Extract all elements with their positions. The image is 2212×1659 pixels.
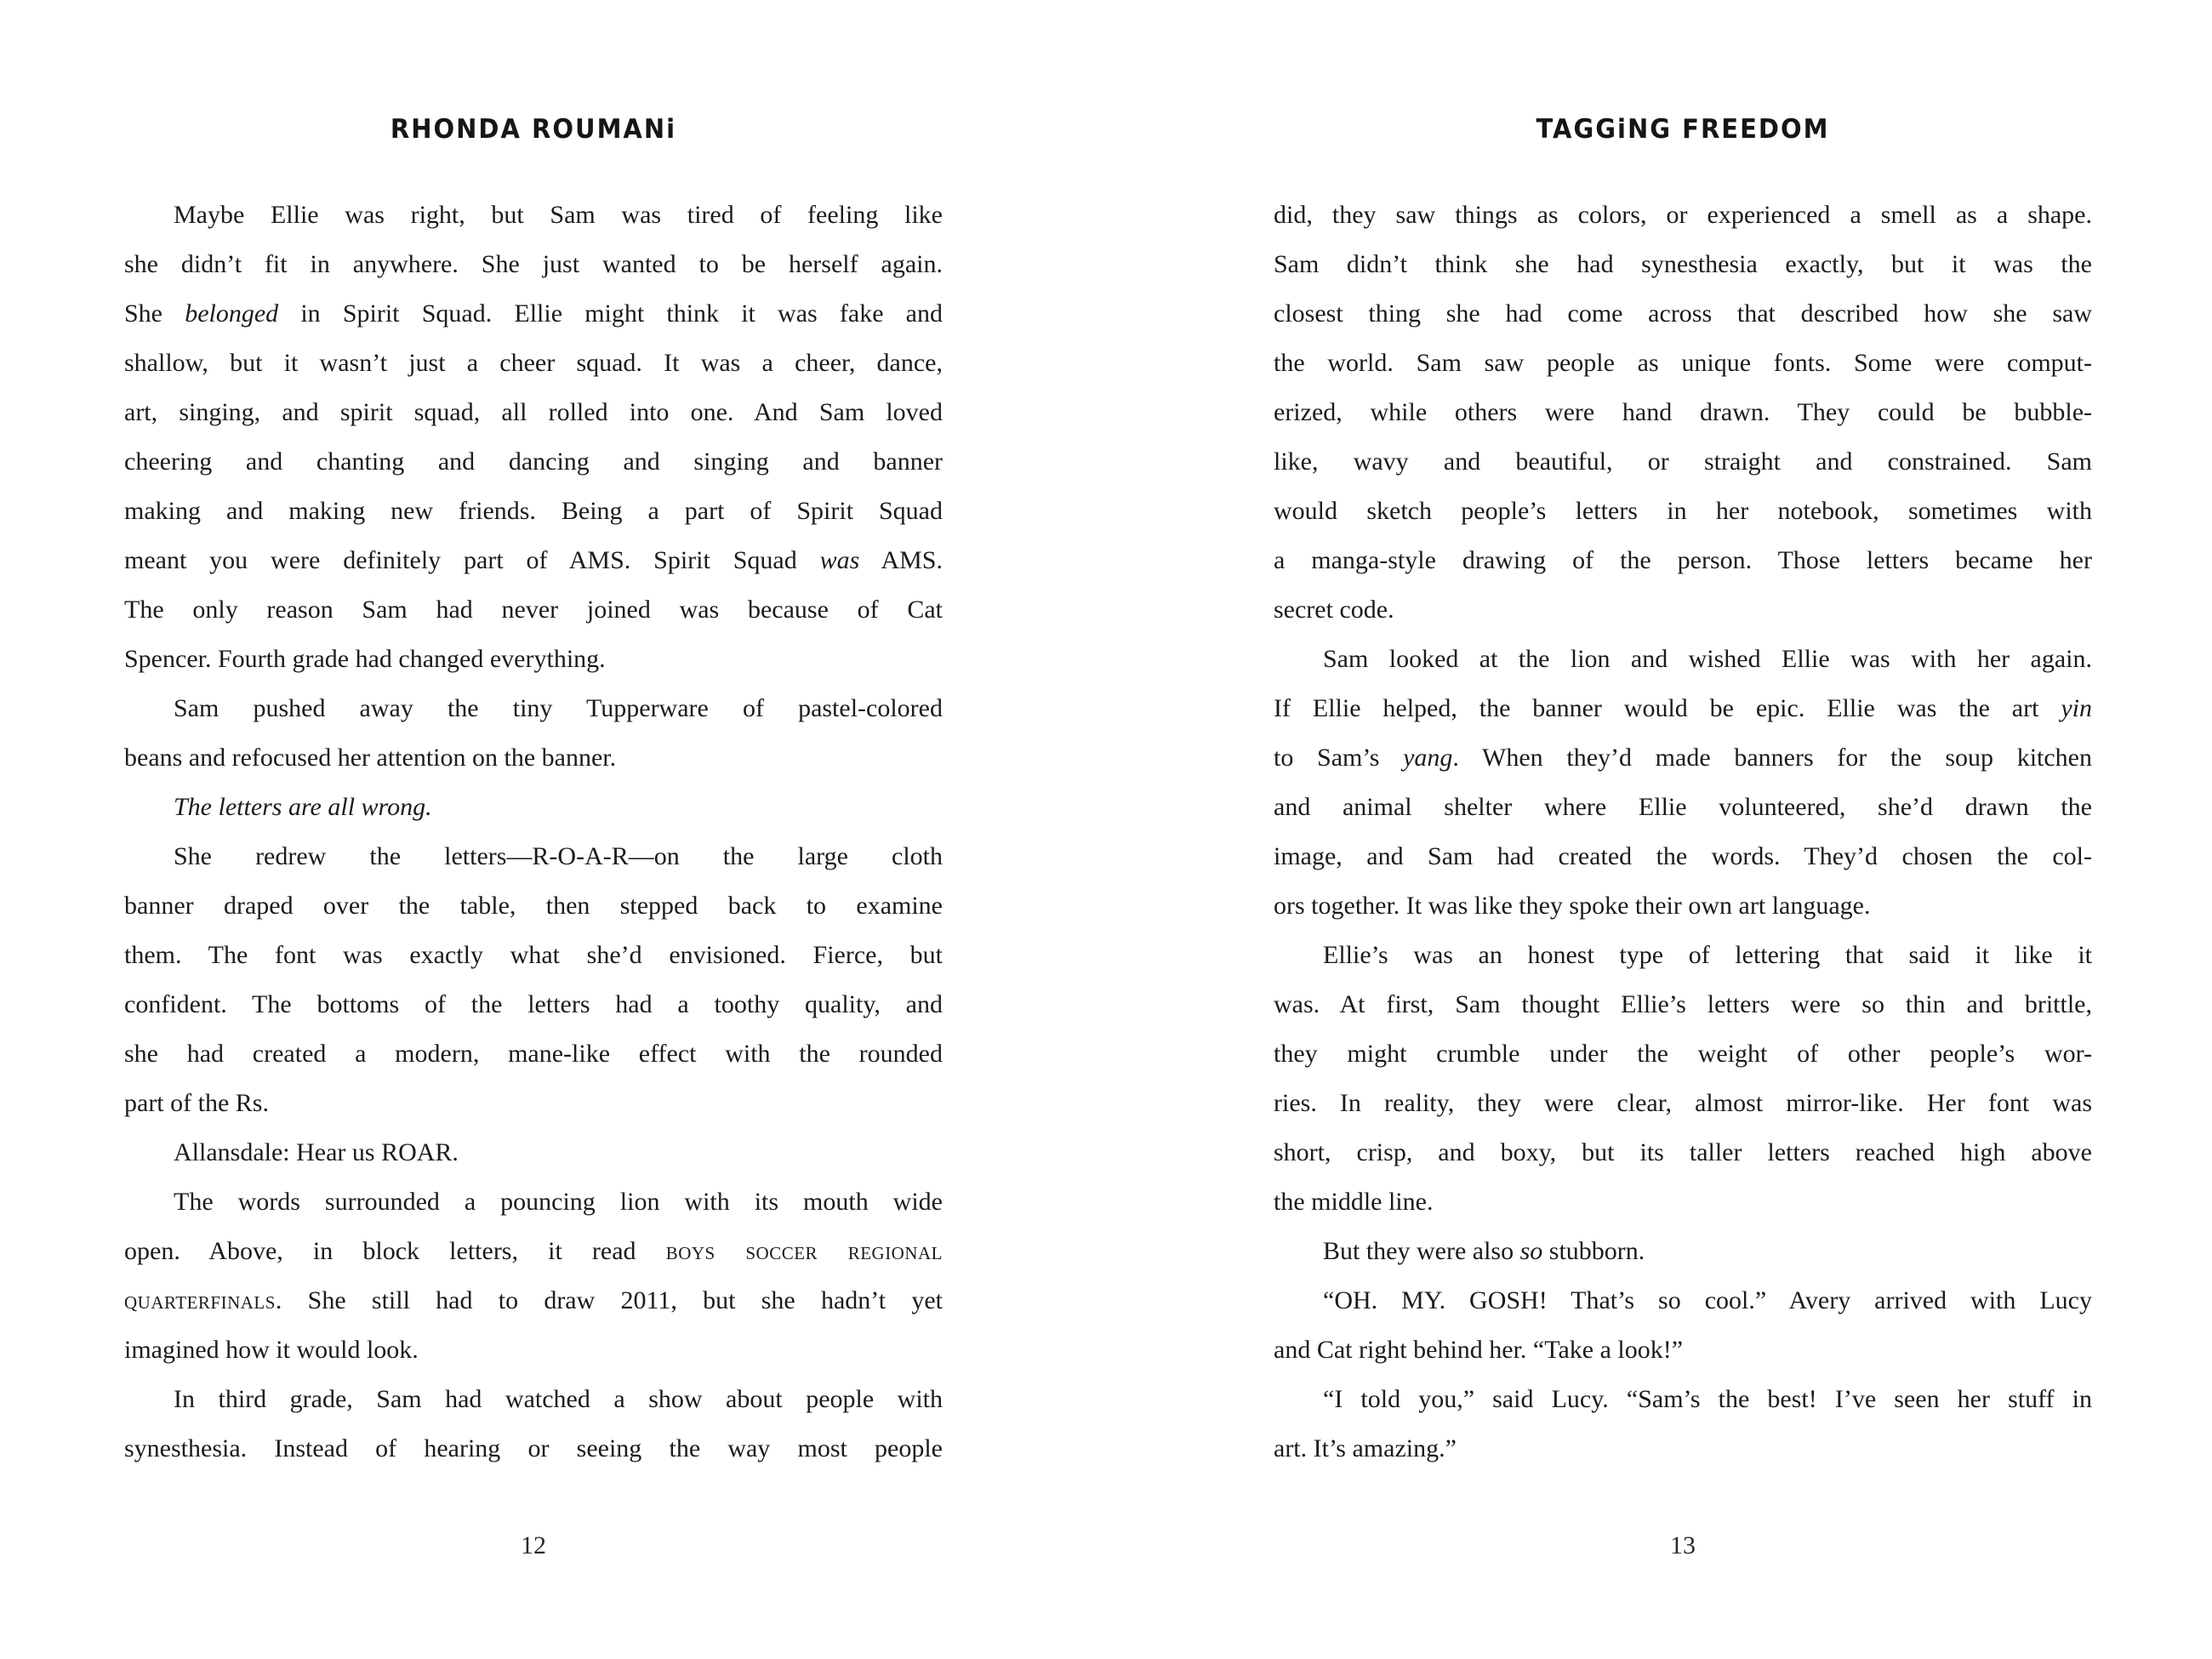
- body-text-segment: If Ellie helped, the banner would be epic. Ellie was the art: [1274, 694, 2061, 722]
- text-line: [1274, 585, 2092, 635]
- running-header-author: RHONDA ROUMANi: [390, 112, 677, 145]
- paragraph: [1274, 191, 2092, 635]
- text-line: [124, 191, 943, 240]
- italic-text: was: [819, 546, 860, 574]
- page-number-left: 12: [521, 1531, 546, 1559]
- italic-text: The letters are all wrong.: [174, 793, 432, 821]
- text-line: [1274, 437, 2092, 487]
- body-text-segment: a manga-style drawing of the person. Those letters became her: [1274, 546, 2092, 574]
- body-text-segment: them. The font was exactly what she’d envisioned. Fierce, but: [124, 941, 943, 969]
- paragraph: [124, 1128, 943, 1177]
- text-line: [1274, 487, 2092, 536]
- text-line: [124, 684, 943, 733]
- body-text-segment: meant you were definitely part of AMS. Spirit Squad: [124, 546, 820, 574]
- body-text-segment: open. Above, in block letters, it read: [124, 1237, 666, 1265]
- text-line: [1274, 783, 2092, 832]
- body-text-segment: beans and refocused her attention on the banner.: [124, 744, 617, 772]
- body-text-segment: The words surrounded a pouncing lion with its mouth wide: [174, 1188, 943, 1216]
- text-line: [124, 536, 943, 585]
- body-text-segment: secret code.: [1274, 596, 1394, 624]
- text-line: [1274, 635, 2092, 684]
- body-text-segment: image, and Sam had created the words. They’d chosen the col-: [1274, 842, 2092, 870]
- paragraph: [1274, 1276, 2092, 1375]
- paragraph: [1274, 931, 2092, 1227]
- text-line: [124, 1029, 943, 1079]
- body-text-segment: Spencer. Fourth grade had changed everything.: [124, 645, 606, 673]
- page-number-right: 13: [1670, 1531, 1696, 1559]
- paragraph: [1274, 1227, 2092, 1276]
- text-line: [124, 585, 943, 635]
- text-line: [124, 783, 943, 832]
- text-line: [1274, 388, 2092, 437]
- body-text-segment: was. At first, Sam thought Ellie’s letters were so thin and brittle,: [1274, 990, 2092, 1018]
- text-line: [1274, 931, 2092, 980]
- body-text-segment: But they were also: [1323, 1237, 1520, 1265]
- text-line: [124, 881, 943, 931]
- body-text-segment: making and making new friends. Being a part of Spirit Squad: [124, 497, 943, 525]
- text-line: [1274, 980, 2092, 1029]
- body-text-segment: stubborn.: [1542, 1237, 1645, 1265]
- body-text-segment: shallow, but it wasn’t just a cheer squad. It was a cheer, dance,: [124, 349, 943, 377]
- body-text-segment: . She still had to draw 2011, but she hadn’t yet: [275, 1286, 943, 1314]
- text-line: [124, 1177, 943, 1227]
- text-line: [1274, 339, 2092, 388]
- text-line: [124, 832, 943, 881]
- body-text-segment: In third grade, Sam had watched a show about people with: [174, 1385, 943, 1413]
- paragraph: [124, 684, 943, 783]
- text-line: [124, 437, 943, 487]
- text-line: [124, 931, 943, 980]
- body-text-segment: the world. Sam saw people as unique fonts. Some were comput-: [1274, 349, 2092, 377]
- body-text-segment: and Cat right behind her. “Take a look!”: [1274, 1336, 1684, 1364]
- right-page: [1274, 0, 2092, 1659]
- text-line: [1274, 1079, 2092, 1128]
- text-line: [1274, 832, 2092, 881]
- text-line: [1274, 1424, 2092, 1474]
- text-line: [1274, 1227, 2092, 1276]
- left-page-body-text: [124, 191, 943, 1474]
- text-line: [1274, 1128, 2092, 1177]
- text-line: [1274, 1325, 2092, 1375]
- italic-text: yang: [1403, 744, 1453, 772]
- body-text-segment: to Sam’s: [1274, 744, 1404, 772]
- body-text-segment: art. It’s amazing.”: [1274, 1434, 1457, 1462]
- body-text-segment: they might crumble under the weight of other people’s wor-: [1274, 1040, 2092, 1068]
- text-line: [1274, 1029, 2092, 1079]
- body-text-segment: “I told you,” said Lucy. “Sam’s the best! I’ve seen her stuff in: [1323, 1385, 2092, 1413]
- text-line: [124, 487, 943, 536]
- body-text-segment: ries. In reality, they were clear, almost mirror-like. Her font was: [1274, 1089, 2092, 1117]
- body-text-segment: Maybe Ellie was right, but Sam was tired of feeling like: [174, 201, 943, 229]
- text-line: [1274, 1375, 2092, 1424]
- paragraph: [124, 1375, 943, 1474]
- text-line: [124, 339, 943, 388]
- text-line: [1274, 289, 2092, 339]
- body-text-segment: synesthesia. Instead of hearing or seeing the way most people: [124, 1434, 943, 1462]
- paragraph: [124, 832, 943, 1128]
- text-line: [124, 289, 943, 339]
- text-line: [124, 980, 943, 1029]
- text-line: [1274, 1276, 2092, 1325]
- italic-text: yin: [2061, 694, 2092, 722]
- body-text-segment: would sketch people’s letters in her notebook, sometimes with: [1274, 497, 2092, 525]
- text-line: [124, 1128, 943, 1177]
- body-text-segment: She: [124, 299, 185, 328]
- text-line: [1274, 684, 2092, 733]
- small-caps-text: boys soccer regional: [665, 1237, 944, 1265]
- text-line: [1274, 1177, 2092, 1227]
- body-text-segment: Ellie’s was an honest type of lettering that said it like it: [1323, 941, 2092, 969]
- italic-text: so: [1519, 1237, 1543, 1265]
- body-text-segment: in Spirit Squad. Ellie might think it was fake and: [278, 299, 944, 328]
- italic-text: belonged: [185, 299, 279, 328]
- body-text-segment: like, wavy and beautiful, or straight and constrained. Sam: [1274, 448, 2092, 476]
- text-line: [1274, 733, 2092, 783]
- right-page-body-text: [1274, 191, 2092, 1474]
- text-line: [124, 1424, 943, 1474]
- body-text-segment: . When they’d made banners for the soup kitchen: [1452, 744, 2092, 772]
- paragraph: [1274, 635, 2092, 931]
- body-text-segment: cheering and chanting and dancing and singing and banner: [124, 448, 943, 476]
- body-text-segment: the middle line.: [1274, 1188, 1434, 1216]
- text-line: [1274, 240, 2092, 289]
- paragraph: [124, 1177, 943, 1375]
- body-text-segment: banner draped over the table, then stepped back to examine: [124, 892, 943, 920]
- body-text-segment: She redrew the letters—R-O-A-R—on the large cloth: [174, 842, 943, 870]
- body-text-segment: and animal shelter where Ellie volunteered, she’d drawn the: [1274, 793, 2092, 821]
- text-line: [124, 388, 943, 437]
- body-text-segment: Sam pushed away the tiny Tupperware of pastel-colored: [174, 694, 943, 722]
- body-text-segment: confident. The bottoms of the letters had a toothy quality, and: [124, 990, 943, 1018]
- body-text-segment: Allansdale: Hear us ROAR.: [174, 1138, 459, 1166]
- body-text-segment: part of the Rs.: [124, 1089, 269, 1117]
- running-header-title: TAGGiNG FREEDOM: [1536, 112, 1830, 145]
- text-line: [124, 635, 943, 684]
- body-text-segment: closest thing she had come across that described how she saw: [1274, 299, 2092, 328]
- body-text-segment: she didn’t fit in anywhere. She just wanted to be herself again.: [124, 250, 943, 278]
- body-text-segment: The only reason Sam had never joined was because of Cat: [124, 596, 943, 624]
- body-text-segment: imagined how it would look.: [124, 1336, 419, 1364]
- body-text-segment: she had created a modern, mane-like effect with the rounded: [124, 1040, 943, 1068]
- text-line: [124, 733, 943, 783]
- text-line: [124, 1375, 943, 1424]
- text-line: [1274, 881, 2092, 931]
- text-line: [124, 1227, 943, 1276]
- text-line: [124, 1325, 943, 1375]
- body-text-segment: art, singing, and spirit squad, all rolled into one. And Sam loved: [124, 398, 943, 426]
- body-text-segment: short, crisp, and boxy, but its taller letters reached high above: [1274, 1138, 2092, 1166]
- body-text-segment: AMS.: [859, 546, 943, 574]
- small-caps-text: quarterfinals: [124, 1286, 276, 1314]
- text-line: [124, 1079, 943, 1128]
- text-line: [124, 240, 943, 289]
- body-text-segment: ors together. It was like they spoke their own art language.: [1274, 892, 1871, 920]
- left-page: [124, 0, 943, 1659]
- body-text-segment: did, they saw things as colors, or experienced a smell as a shape.: [1274, 201, 2092, 229]
- text-line: [124, 1276, 943, 1325]
- text-line: [1274, 536, 2092, 585]
- paragraph: [124, 191, 943, 684]
- body-text-segment: erized, while others were hand drawn. They could be bubble-: [1274, 398, 2092, 426]
- text-line: [1274, 191, 2092, 240]
- body-text-segment: “OH. MY. GOSH! That’s so cool.” Avery arrived with Lucy: [1323, 1286, 2092, 1314]
- paragraph: [124, 783, 943, 832]
- body-text-segment: Sam didn’t think she had synesthesia exactly, but it was the: [1274, 250, 2092, 278]
- body-text-segment: Sam looked at the lion and wished Ellie was with her again.: [1323, 645, 2092, 673]
- paragraph: [1274, 1375, 2092, 1474]
